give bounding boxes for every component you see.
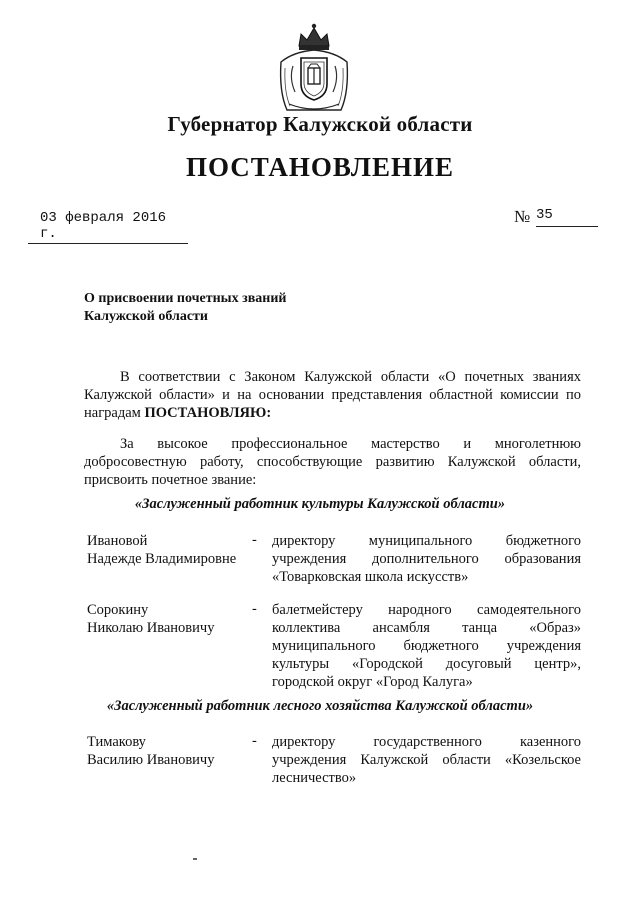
resolve-word: ПОСТАНОВЛЯЮ: <box>144 405 272 421</box>
awardee-position: балетмейстеру народного самодеятельного коллектива ансамбля танца «Образ» муниципального бюджетного учреждения культуры «Городской досуговый центр», городской округ «Город Калуга» <box>272 602 581 690</box>
awardee-position: директору муниципального бюджетного учреждения дополнительного образования «Товарковская школа искусств» <box>272 533 581 585</box>
issuing-authority: Губернатор Калужской области <box>167 112 473 136</box>
dash-separator: - <box>252 601 257 617</box>
coat-of-arms-icon <box>275 22 353 114</box>
preamble-paragraph <box>84 368 581 422</box>
document-type-title: ПОСТАНОВЛЕНИЕ <box>185 152 455 182</box>
dash-separator: - <box>252 532 257 548</box>
document-number-field <box>514 207 598 227</box>
awardee-name <box>87 601 257 637</box>
subject-line-1: О присвоении почетных званий <box>84 291 287 306</box>
section-title-culture: «Заслуженный работник культуры Калужской области» <box>134 496 506 512</box>
section-title-forestry: «Заслуженный работник лесного хозяйства Калужской области» <box>106 698 534 714</box>
subject-line-2: Калужской области <box>84 309 208 324</box>
document-number: 35 <box>536 207 553 223</box>
document-date: 03 февраля 2016 г. <box>40 210 167 242</box>
intro-paragraph: За высокое профессиональное мастерство и многолетнюю добросовестную работу, способствующие развитию Калужской области, присвоить почетное звание: <box>84 436 581 488</box>
awardee-name <box>87 532 257 568</box>
awardee-given-names: Николаю Ивановичу <box>87 620 215 636</box>
awardee-position: директору государственного казенного учреждения Калужской области «Козельское лесничество» <box>272 734 581 786</box>
document-subject <box>84 290 344 326</box>
awardee-given-names: Надежде Владимировне <box>87 551 237 567</box>
awardee-name <box>87 733 257 769</box>
preamble-text: В соответствии с Законом Калужской области «О почетных званиях Калужской области» и на основании представления областной комиссии по наградам <box>84 369 581 421</box>
awardee-surname: Сорокину <box>87 602 149 618</box>
dash-separator: - <box>252 733 257 749</box>
document-date-field <box>28 210 188 244</box>
number-sign: № <box>514 207 531 226</box>
scan-speck <box>193 858 197 860</box>
awardee-surname: Ивановой <box>87 533 148 549</box>
awardee-given-names: Василию Ивановичу <box>87 752 215 768</box>
awardee-surname: Тимакову <box>87 734 146 750</box>
